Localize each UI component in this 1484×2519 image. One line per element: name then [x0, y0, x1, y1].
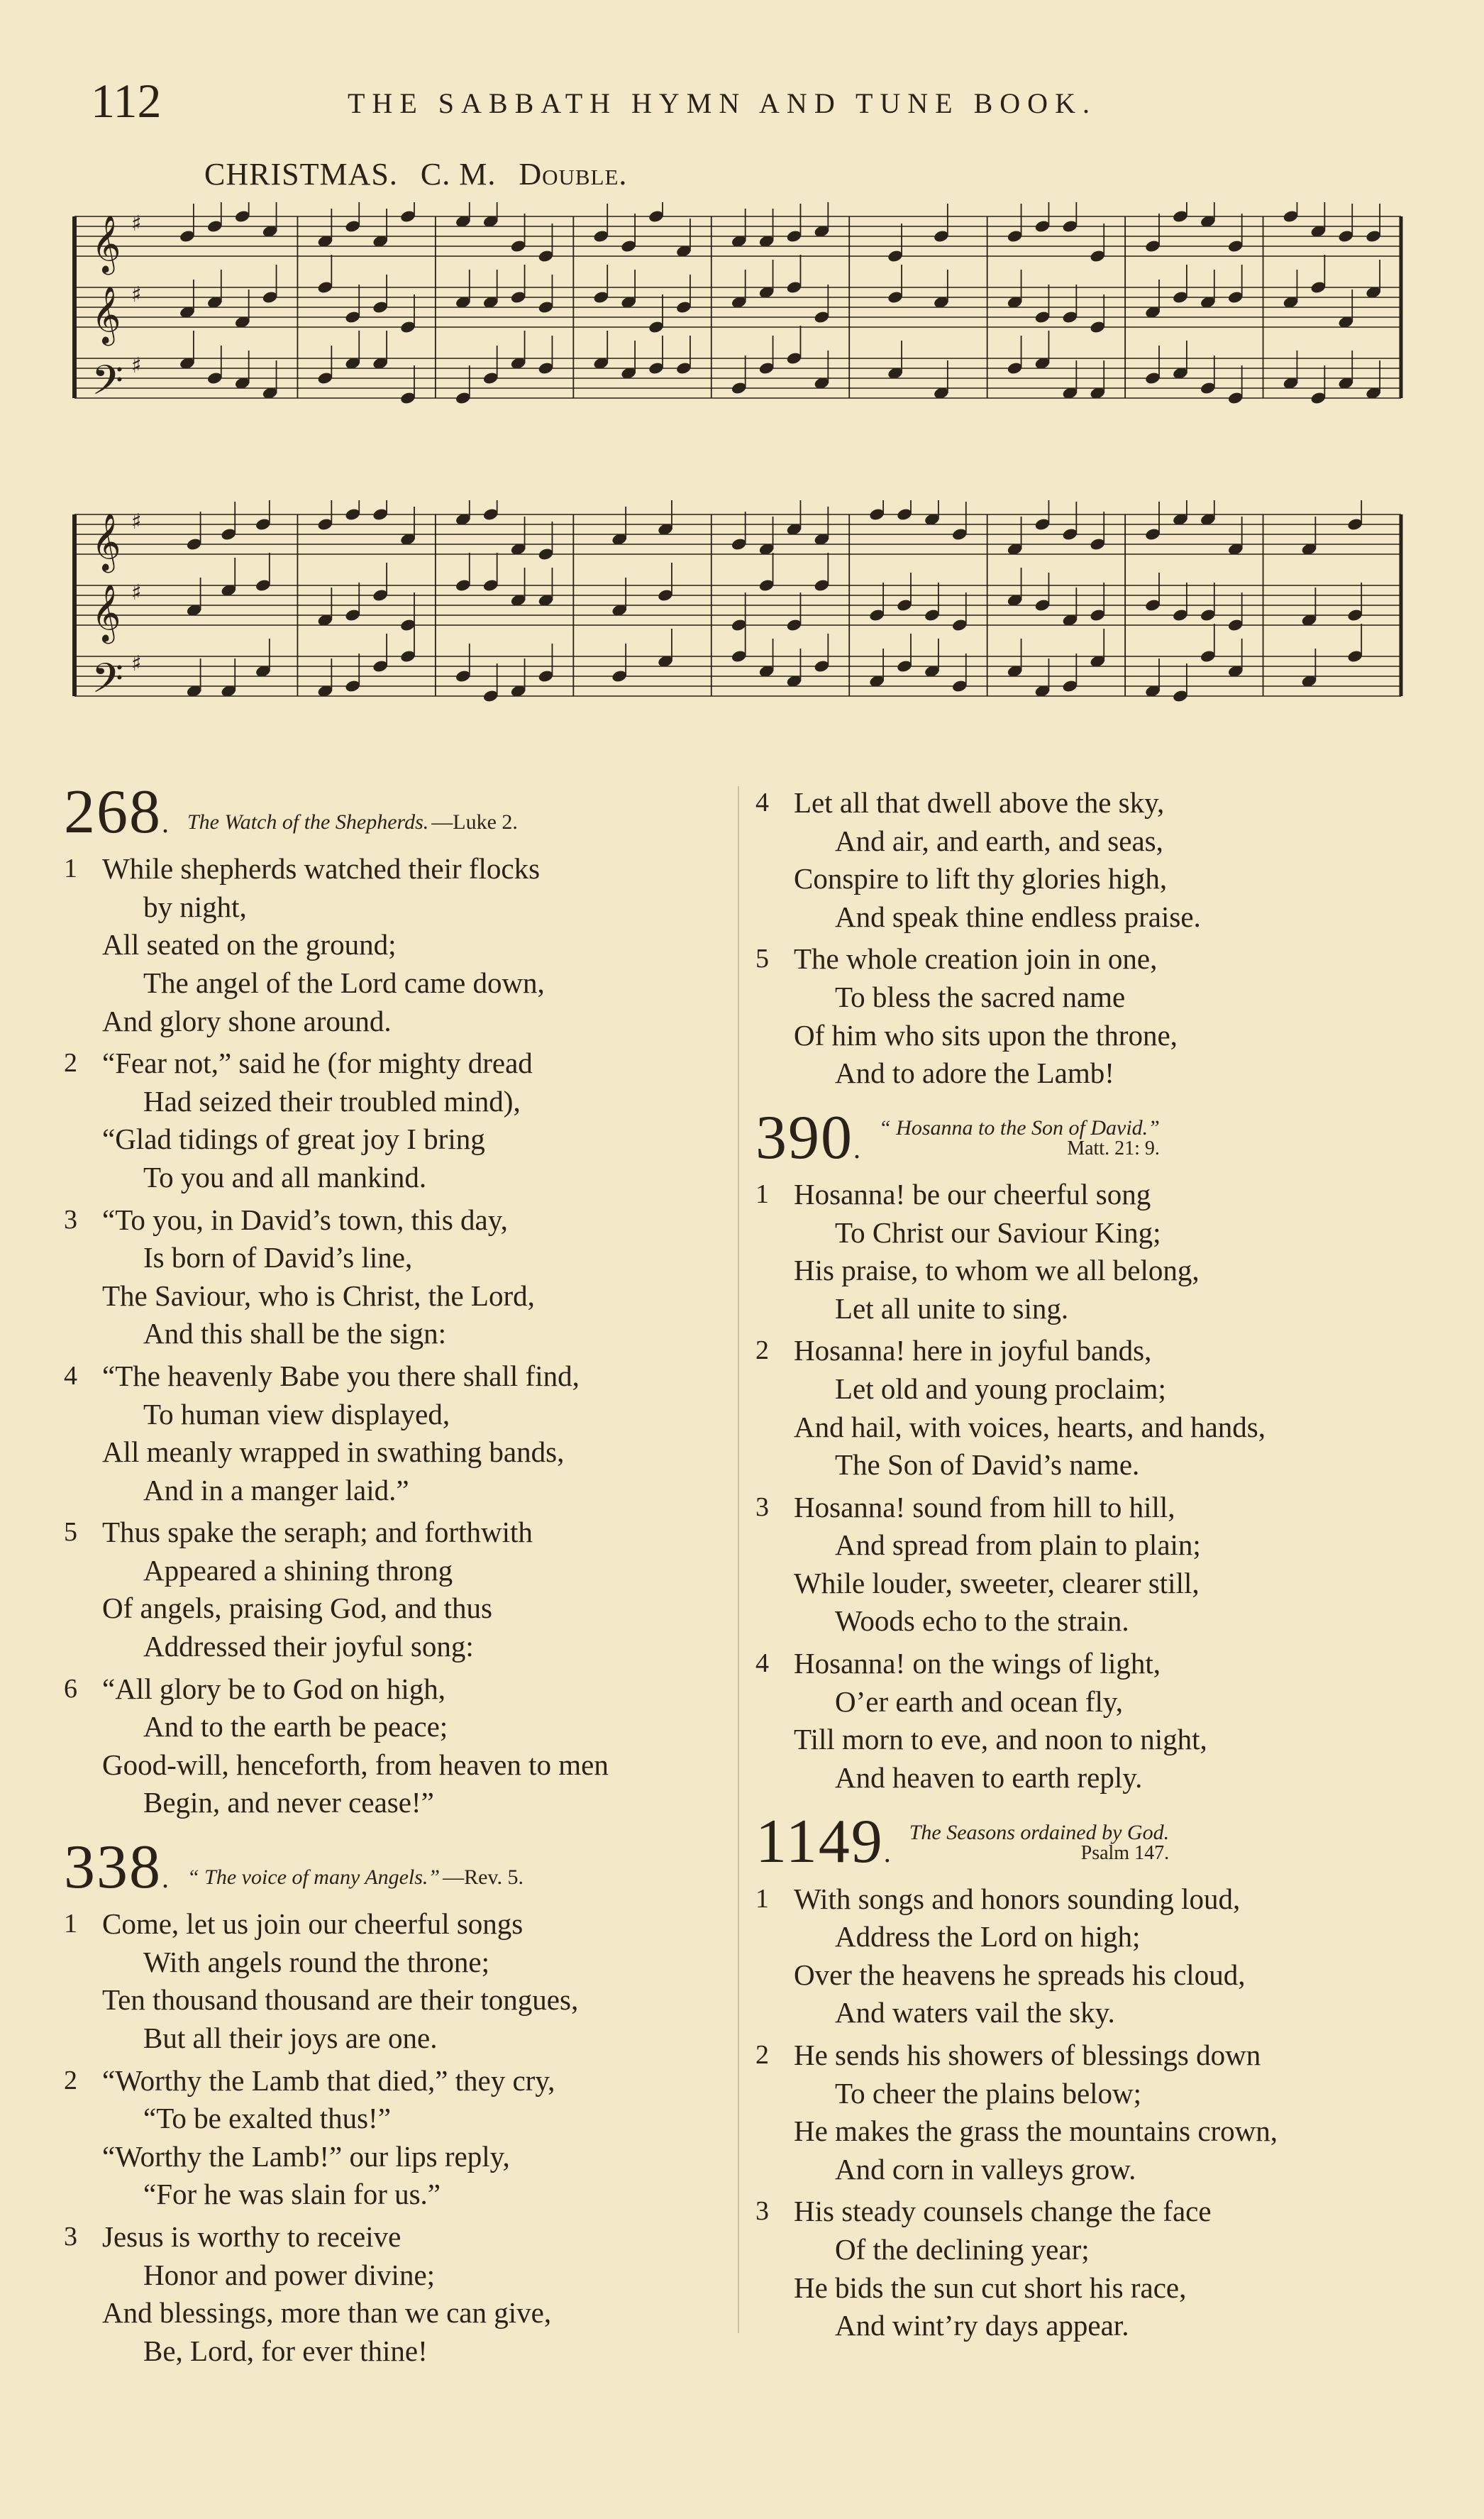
verse-line: And in a manger laid.”: [143, 1473, 409, 1506]
hymn-reference: —Rev. 5.: [443, 1865, 524, 1890]
verse-line: He sends his showers of blessings down: [794, 2039, 1261, 2071]
verse-line: And corn in valleys grow.: [835, 2152, 1136, 2185]
verse-line: “All glory be to God on high,: [102, 1672, 445, 1705]
verse-line: by night,: [143, 890, 247, 923]
verse-line: Honor and power divine;: [143, 2258, 436, 2291]
page-number: 112: [91, 74, 162, 128]
stanza: [64, 1357, 731, 1509]
verse-line: To you and all mankind.: [143, 1160, 427, 1194]
verse-line: To bless the sacred name: [835, 980, 1126, 1013]
hymn-subtitle-block: [909, 1822, 1169, 1870]
verse-line: And waters vail the sky.: [835, 1996, 1115, 2029]
verse-line: He makes the grass the mountains crown,: [794, 2115, 1278, 2148]
stanza-number: 5: [64, 1517, 77, 1548]
hymn-number: 1149 .: [755, 1814, 892, 1870]
verse-line: To human view displayed,: [143, 1397, 450, 1431]
verse-line: Good-will, henceforth, from heaven to men: [102, 1748, 609, 1781]
verse-line: Had seized their troubled mind),: [143, 1084, 521, 1118]
verse-line: While shepherds watched their flocks: [102, 852, 541, 886]
stanza: [64, 2218, 731, 2370]
verse-line: And hail, with voices, hearts, and hands,: [794, 1410, 1266, 1443]
verse-line: “To you, in David’s town, this day,: [102, 1203, 508, 1236]
bass-clef-icon: 𝄢: [92, 356, 124, 414]
stanza-number: 3: [64, 1204, 77, 1235]
tune-name: CHRISTMAS.: [204, 157, 398, 192]
hymn-number: 390 .: [755, 1110, 862, 1166]
verse-line: And this shall be the sign:: [143, 1317, 447, 1350]
stanza-number: 3: [755, 2196, 769, 2227]
hymn-reference: Psalm 147.: [1080, 1841, 1170, 1864]
verse-line: While louder, sweeter, clearer still,: [794, 1566, 1200, 1599]
verse-line: The Saviour, who is Christ, the Lord,: [102, 1279, 535, 1312]
music-system-1: [67, 202, 1415, 443]
verse-line: Hosanna! sound from hill to hill,: [794, 1490, 1175, 1523]
verse-line: Address the Lord on high;: [835, 1920, 1141, 1953]
stanza: [64, 850, 731, 1040]
stanza-number: 3: [755, 1492, 769, 1522]
hymn-reference: —Luke 2.: [431, 810, 518, 834]
stanza: [64, 1201, 731, 1353]
stanza: [755, 1332, 1429, 1484]
stanza: [755, 784, 1429, 936]
stanza: [64, 2062, 731, 2214]
verse-line: Of the declining year;: [835, 2232, 1090, 2266]
verse-line: Begin, and never cease!”: [143, 1786, 434, 1819]
hymn-header: [64, 778, 731, 847]
hymn-subtitle-block: [187, 1867, 524, 1895]
music-system-2: [67, 500, 1415, 742]
right-column: [755, 784, 1429, 2362]
hymn: [755, 1807, 1429, 2344]
verse-line: Conspire to lift thy glories high,: [794, 862, 1168, 895]
sharp-icon: ♯: [131, 282, 142, 307]
hymn-subtitle-block: [187, 812, 518, 840]
stanza-number: 5: [755, 944, 769, 974]
verse-line: Till morn to eve, and noon to night,: [794, 1723, 1207, 1756]
hymn-number: 268 .: [64, 784, 170, 840]
verse-line: Let old and young proclaim;: [835, 1372, 1166, 1405]
treble-clef-icon: 𝄞: [92, 583, 121, 641]
hymn-subtitle: The Seasons ordained by God.: [909, 1820, 1170, 1844]
hymn-subtitle: “ The voice of many Angels.”: [187, 1865, 441, 1890]
verse-line: To Christ our Saviour King;: [835, 1216, 1161, 1249]
hymn-header: [64, 1833, 731, 1902]
verse-line: With angels round the throne;: [143, 1945, 489, 1978]
sharp-icon: ♯: [131, 353, 142, 378]
verse-line: Thus spake the seraph; and forthwith: [102, 1516, 533, 1549]
hymn: [755, 1103, 1429, 1797]
hymn-subtitle: The Watch of the Shepherds.: [187, 810, 429, 834]
verse-line: “Worthy the Lamb!” our lips reply,: [102, 2139, 510, 2173]
verse-line: And spread from plain to plain;: [835, 1528, 1201, 1562]
stanza-number: 4: [755, 1648, 769, 1679]
stanza: [64, 1044, 731, 1196]
verse-line: Of angels, praising God, and thus: [102, 1592, 492, 1625]
verse-line: Jesus is worthy to receive: [102, 2220, 402, 2253]
verse-line: Of him who sits upon the throne,: [794, 1018, 1178, 1052]
verse-line: And speak thine endless praise.: [835, 900, 1201, 933]
running-title: THE SABBATH HYMN AND TUNE BOOK.: [348, 87, 1097, 119]
stanza-number: 3: [64, 2221, 77, 2251]
verse-line: “Fear not,” said he (for mighty dread: [102, 1047, 533, 1080]
stanza: [755, 1176, 1429, 1328]
verse-line: Woods echo to the strain.: [835, 1604, 1129, 1638]
tune-heading: [204, 159, 627, 190]
verse-line: Addressed their joyful song:: [143, 1630, 474, 1663]
sharp-icon: ♯: [131, 211, 142, 236]
hymn: [64, 1833, 731, 2370]
stanza-number: 1: [755, 1883, 769, 1914]
treble-clef-icon: 𝄞: [92, 214, 121, 272]
verse-line: To cheer the plains below;: [835, 2076, 1142, 2110]
verse-line: “Worthy the Lamb that died,” they cry,: [102, 2063, 555, 2097]
verse-line: “For he was slain for us.”: [143, 2178, 441, 2211]
column-divider: [738, 786, 739, 2333]
stanza-number: 6: [64, 1673, 77, 1704]
stanza-number: 2: [64, 2065, 77, 2095]
stanza-number: 2: [64, 1048, 77, 1079]
sharp-icon: ♯: [131, 651, 142, 676]
stanza-number: 2: [755, 1335, 769, 1366]
stanza: [755, 2193, 1429, 2344]
hymn-subtitle: “ Hosanna to the Son of David.”: [879, 1115, 1160, 1140]
hymn-subtitle-block: [879, 1115, 1160, 1166]
verse-line: Appeared a shining throng: [143, 1553, 453, 1587]
verse-line: And to adore the Lamb!: [835, 1057, 1114, 1090]
stanza-number: 1: [64, 854, 77, 884]
verse-line: All seated on the ground;: [102, 928, 397, 961]
verse-line: And glory shone around.: [102, 1004, 392, 1037]
verse-line: Over the heavens he spreads his cloud,: [794, 1958, 1246, 1991]
stanza-number: 1: [755, 1179, 769, 1209]
stanza: [64, 1514, 731, 1665]
verse-line: Be, Lord, for ever thine!: [143, 2334, 428, 2367]
verse-line: Is born of David’s line,: [143, 1241, 413, 1274]
hymn-header: [755, 1807, 1429, 1877]
verse-line: He bids the sun cut short his race,: [794, 2271, 1187, 2304]
verse-line: The Son of David’s name.: [835, 1448, 1140, 1482]
verse-line: Come, let us join our cheerful songs: [102, 1907, 524, 1941]
hymn-number: 338 .: [64, 1839, 170, 1895]
verse-line: But all their joys are one.: [143, 2022, 438, 2054]
stanza: [64, 1670, 731, 1822]
verse-line: The whole creation join in one,: [794, 942, 1158, 976]
stanza-number: 2: [755, 2040, 769, 2070]
verse-line: Ten thousand thousand are their tongues,: [102, 1983, 579, 2017]
verse-line: His steady counsels change the face: [794, 2195, 1212, 2228]
stanza-number: 4: [64, 1360, 77, 1391]
verse-line: O’er earth and ocean fly,: [835, 1685, 1123, 1718]
verse-line: “To be exalted thus!”: [143, 2102, 391, 2135]
stanza-number: 1: [64, 1909, 77, 1939]
hymn-header: [755, 1103, 1429, 1172]
verse-line: With songs and honors sounding loud,: [794, 1882, 1241, 1915]
stanza: [64, 1905, 731, 2057]
verse-line: And air, and earth, and seas,: [835, 824, 1163, 857]
hymn: [755, 784, 1429, 1093]
verse-line: The angel of the Lord came down,: [143, 966, 545, 999]
verse-line: And wint’ry days appear.: [835, 2309, 1129, 2342]
verse-line: Hosanna! here in joyful bands,: [794, 1334, 1152, 1367]
verse-line: And blessings, more than we can give,: [102, 2296, 552, 2330]
stanza: [755, 1489, 1429, 1641]
stanza: [755, 1645, 1429, 1797]
verse-line: And heaven to earth reply.: [835, 1760, 1143, 1794]
tune-variant: Double.: [519, 157, 628, 192]
stanza: [755, 2036, 1429, 2188]
verse-line: Hosanna! on the wings of light,: [794, 1647, 1161, 1680]
stanza-number: 4: [755, 788, 769, 817]
verse-line: His praise, to whom we all belong,: [794, 1254, 1200, 1287]
sharp-icon: ♯: [131, 580, 142, 605]
stanza: [755, 940, 1429, 1092]
verse-line: Let all that dwell above the sky,: [794, 786, 1165, 819]
sharp-icon: ♯: [131, 509, 142, 534]
stanza: [755, 1880, 1429, 2032]
verse-line: And to the earth be peace;: [143, 1710, 448, 1743]
treble-clef-icon: 𝄞: [92, 285, 121, 343]
verse-line: All meanly wrapped in swathing bands,: [102, 1435, 565, 1469]
hymn-reference: Matt. 21: 9.: [1067, 1137, 1160, 1159]
hymn: [64, 778, 731, 1822]
left-column: [64, 778, 731, 2387]
bass-clef-icon: 𝄢: [92, 654, 124, 712]
treble-clef-icon: 𝄞: [92, 512, 121, 571]
verse-line: “The heavenly Babe you there shall find,: [102, 1359, 580, 1392]
verse-line: “Glad tidings of great joy I bring: [102, 1123, 485, 1156]
verse-line: Hosanna! be our cheerful song: [794, 1177, 1151, 1211]
verse-line: Let all unite to sing.: [835, 1291, 1069, 1325]
tune-meter: C. M.: [420, 157, 497, 192]
